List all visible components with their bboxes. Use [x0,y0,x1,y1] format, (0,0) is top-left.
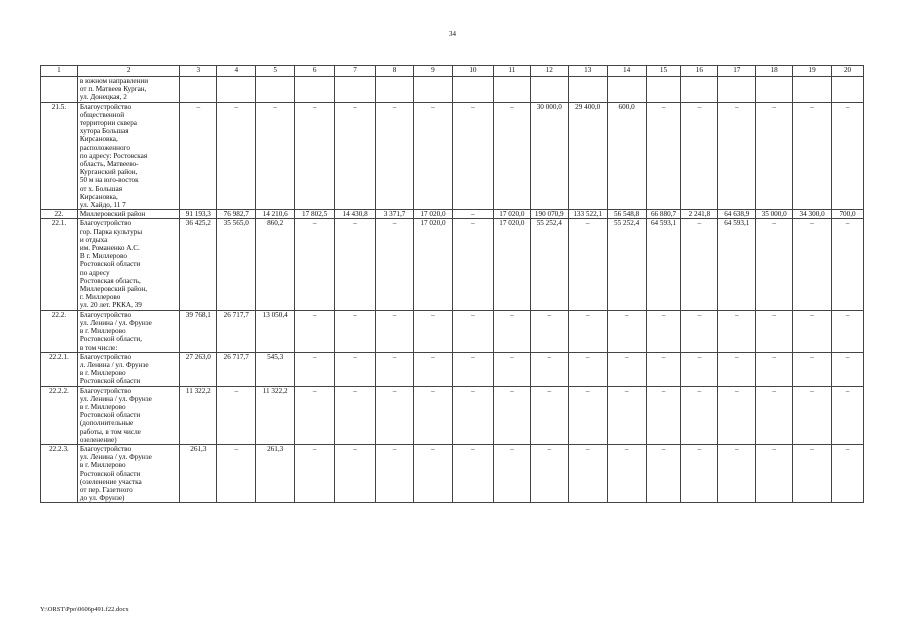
row-value: – [681,310,718,352]
row-value: 55 252,4 [607,219,646,310]
row-value: – [718,386,756,444]
row-value: – [646,444,681,502]
row-value [295,77,335,103]
row-value [256,77,295,103]
row-value: 545,3 [256,352,295,386]
row-value: – [530,386,568,444]
column-header: 14 [607,66,646,77]
column-header: 7 [335,66,376,77]
row-value: – [646,310,681,352]
row-value: – [756,219,793,310]
row-value: – [493,310,530,352]
row-value: 55 252,4 [530,219,568,310]
row-value: – [646,386,681,444]
row-value: – [793,352,832,386]
row-value: – [568,386,607,444]
row-value: – [452,386,493,444]
row-value [718,77,756,103]
table-row [41,310,864,352]
row-value: – [414,444,453,502]
column-header: 17 [718,66,756,77]
column-header: 11 [493,66,530,77]
row-number [41,77,78,103]
file-path-footer: Y:\ORST\Ppo\0606p491.f22.docx [40,606,129,613]
row-value: 261,3 [180,444,217,502]
row-number: 22. [41,210,78,219]
row-value: – [217,102,256,210]
row-value [646,77,681,103]
row-value: 39 768,1 [180,310,217,352]
row-value: – [607,352,646,386]
row-value: – [295,219,335,310]
row-value [335,77,376,103]
row-value: – [414,352,453,386]
row-value: – [376,219,414,310]
row-value: – [832,310,864,352]
row-number: 22.1. [41,219,78,310]
row-value: – [295,310,335,352]
row-value [756,77,793,103]
row-description: в южном направлении от п. Матвеев Курган, ул. Донецкая, 2 [77,77,179,103]
table-row [41,77,864,103]
row-value: 56 548,8 [607,210,646,219]
row-value: – [568,444,607,502]
row-value: – [568,219,607,310]
row-value: 35 000,0 [756,210,793,219]
row-value: – [681,102,718,210]
row-value: 2 241,8 [681,210,718,219]
row-value: – [756,310,793,352]
row-value: – [452,219,493,310]
row-value: 11 322,2 [256,386,295,444]
row-value: 66 880,7 [646,210,681,219]
row-value: – [756,444,793,502]
row-value: 261,3 [256,444,295,502]
table-row [41,210,864,219]
column-header: 8 [376,66,414,77]
row-number: 22.2.2. [41,386,78,444]
row-value: 600,0 [607,102,646,210]
row-value: 64 638,9 [718,210,756,219]
row-value: 91 193,3 [180,210,217,219]
row-value: – [376,352,414,386]
row-value: – [607,310,646,352]
table-header-row [41,66,864,77]
column-header: 12 [530,66,568,77]
row-number: 22.2.1. [41,352,78,386]
row-value: – [295,102,335,210]
row-value: – [793,386,832,444]
column-header: 15 [646,66,681,77]
row-value: – [832,219,864,310]
row-number: 21.5. [41,102,78,210]
row-value: – [793,310,832,352]
row-value: – [832,352,864,386]
row-value [414,77,453,103]
row-value: 36 425,2 [180,219,217,310]
column-header: 13 [568,66,607,77]
row-value: – [793,102,832,210]
row-value: – [756,352,793,386]
row-value: 700,0 [832,210,864,219]
column-header: 9 [414,66,453,77]
row-value: – [335,444,376,502]
column-header: 6 [295,66,335,77]
row-value: 64 593,1 [646,219,681,310]
column-header: 2 [77,66,179,77]
row-value: – [646,352,681,386]
row-value: – [452,444,493,502]
row-value: – [718,444,756,502]
row-value: 13 050,4 [256,310,295,352]
row-value: – [493,386,530,444]
row-value: – [335,386,376,444]
budget-table [40,65,864,503]
row-value: 17 020,0 [414,210,453,219]
table-row [41,102,864,210]
column-header: 4 [217,66,256,77]
row-value: 17 020,0 [493,210,530,219]
row-value [793,77,832,103]
row-value: – [530,352,568,386]
row-value: 190 070,9 [530,210,568,219]
row-value: – [217,386,256,444]
row-value: 17 020,0 [414,219,453,310]
page-number: 34 [449,30,456,38]
row-value: – [756,102,793,210]
column-header: 10 [452,66,493,77]
row-value: – [376,310,414,352]
row-value: – [295,352,335,386]
row-value: – [681,444,718,502]
row-value: 30 000,0 [530,102,568,210]
column-header: 16 [681,66,718,77]
row-description: Миллеровский район [77,210,179,219]
row-description: Благоустройство ул. Ленина / ул. Фрунзе в г. Миллерово Ростовской области (озеленение участка от пер. Газетного до ул. Фрунзе) [77,444,179,502]
row-value: 17 802,5 [295,210,335,219]
row-value: – [718,102,756,210]
column-header: 1 [41,66,78,77]
row-value: – [493,102,530,210]
row-value: – [452,210,493,219]
row-value: – [414,386,453,444]
row-value: – [335,219,376,310]
row-value: – [335,352,376,386]
row-value: 11 322,2 [180,386,217,444]
row-value: 3 371,7 [376,210,414,219]
row-value: – [718,352,756,386]
row-value: – [568,352,607,386]
table-row [41,386,864,444]
row-description: Благоустройство ул. Ленина / ул. Фрунзе в г. Миллерово Ростовской области, в том числе: [77,310,179,352]
row-value: – [607,444,646,502]
row-value: – [335,310,376,352]
row-value: – [646,102,681,210]
row-value: – [295,386,335,444]
row-value [568,77,607,103]
row-description: Благоустройство общественной территории сквера хутора Большая Кирсановка, расположенного по адресу: Ростовская область, Матвеево- Курганский район, 50 м на юго-восток от х. Большая Кирсановка, ул. Хайдо, 11 7 [77,102,179,210]
row-value: – [376,444,414,502]
row-value: – [718,310,756,352]
row-value: – [832,444,864,502]
row-value: – [756,386,793,444]
row-value [452,77,493,103]
row-value: – [335,102,376,210]
row-value: – [376,386,414,444]
row-value: – [217,444,256,502]
column-header: 5 [256,66,295,77]
row-description: Благоустройство гор. Парка культуры и отдыха им. Романенко А.С. В г. Миллерово Ростовской области по адресу Ростовская область, Миллеровский район, г. Миллерово ул. 20 лет. РККА, 39 [77,219,179,310]
row-value: 133 522,1 [568,210,607,219]
row-value: – [295,444,335,502]
table-row [41,219,864,310]
row-value: – [530,444,568,502]
row-value: – [568,310,607,352]
row-description: Благоустройство л. Ленина / ул. Фрунзе в г. Миллерово Ростовской области [77,352,179,386]
row-value: – [452,310,493,352]
row-value: – [493,444,530,502]
row-value: – [414,102,453,210]
row-value: 860,2 [256,219,295,310]
row-value: 27 263,0 [180,352,217,386]
row-value: 35 565,0 [217,219,256,310]
row-value: – [793,219,832,310]
row-value: 64 593,1 [718,219,756,310]
row-value: – [832,102,864,210]
row-value: 17 020,0 [493,219,530,310]
row-value: – [681,352,718,386]
row-value [180,77,217,103]
row-number: 22.2.3. [41,444,78,502]
table-row [41,444,864,502]
row-value: – [452,102,493,210]
row-value: – [832,386,864,444]
row-value: – [414,310,453,352]
row-value [493,77,530,103]
row-value: – [681,219,718,310]
row-value: 34 300,0 [793,210,832,219]
row-value: 26 717,7 [217,352,256,386]
column-header: 18 [756,66,793,77]
row-value: – [493,352,530,386]
row-value [217,77,256,103]
row-number: 22.2. [41,310,78,352]
row-value [681,77,718,103]
row-value: 76 982,7 [217,210,256,219]
row-value: – [530,310,568,352]
row-value: – [180,102,217,210]
row-value [832,77,864,103]
row-value: – [793,444,832,502]
row-value: – [607,386,646,444]
column-header: 19 [793,66,832,77]
row-value: 29 400,0 [568,102,607,210]
row-value: 14 210,6 [256,210,295,219]
row-value: 26 717,7 [217,310,256,352]
row-value [530,77,568,103]
row-value: – [256,102,295,210]
column-header: 3 [180,66,217,77]
row-value: 14 430,8 [335,210,376,219]
row-value [607,77,646,103]
row-value: – [376,102,414,210]
column-header: 20 [832,66,864,77]
row-value: – [452,352,493,386]
row-value [376,77,414,103]
table-row [41,352,864,386]
row-description: Благоустройство ул. Ленина / ул. Фрунзе в г. Миллерово Ростовской области (дополнительные работы, в том числе озеленение) [77,386,179,444]
row-value: – [681,386,718,444]
